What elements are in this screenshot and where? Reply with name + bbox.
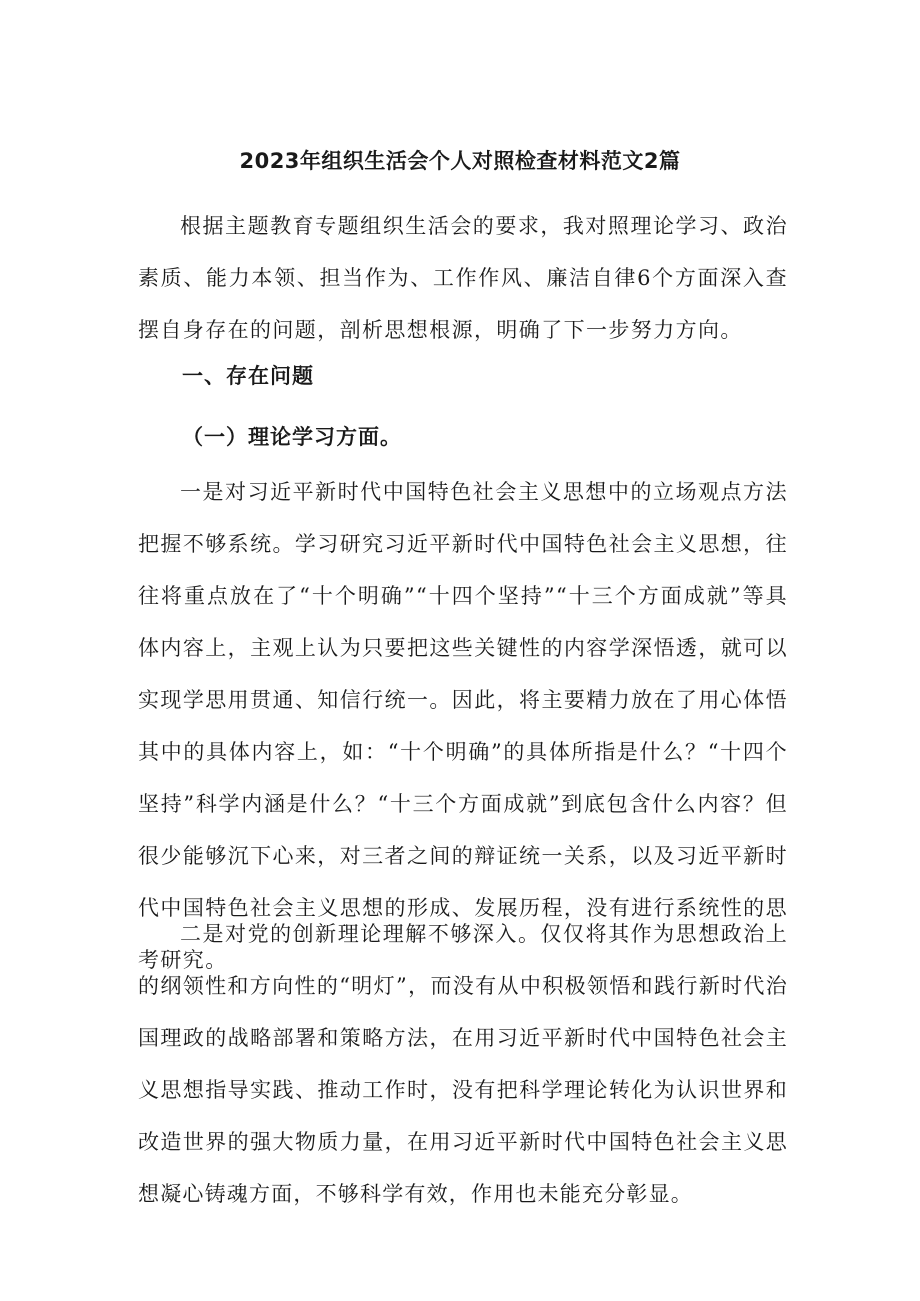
body-paragraph-1: 一是对习近平新时代中国特色社会主义思想中的立场观点方法把握不够系统。学习研究习近平新时代中国特色社会主义思想，往往将重点放在了“十个明确”“十四个坚持”“十三个方面成就”等具体内容上，主观上认为只要把这些关键性的内容学深悟透，就可以实现学思用贯通、知信行统一。因此，将主要精力放在了用心体悟其中的具体内容上，如：“十个明确”的具体所指是什么？“十四个坚持”科学内涵是什么？“十三个方面成就”到底包含什么内容？但很少能够沉下心来，对三者之间的辩证统一关系，以及习近平新时代中国特色社会主义思想的形成、发展历程，没有进行系统性的思考研究。 xyxy=(138,480,788,972)
intro-paragraph: 根据主题教育专题组织生活会的要求，我对照理论学习、政治素质、能力本领、担当作为、工作作风、廉洁自律6个方面深入查摆自身存在的问题，剖析思想根源，明确了下一步努力方向。 xyxy=(138,214,788,342)
body-paragraph-2: 二是对党的创新理论理解不够深入。仅仅将其作为思想政治上的纲领性和方向性的“明灯”，而没有从中积极领悟和践行新时代治国理政的战略部署和策略方法，在用习近平新时代中国特色社会主义思想指导实践、推动工作时，没有把科学理论转化为认识世界和改造世界的强大物质力量，在用习近平新时代中国特色社会主义思想凝心铸魂方面，不够科学有效，作用也未能充分彰显。 xyxy=(138,922,788,1206)
section-heading: 一、存在问题 xyxy=(182,364,314,388)
document-title: 2023年组织生活会个人对照检查材料范文2篇 xyxy=(239,149,681,173)
subsection-heading: （一）理论学习方面。 xyxy=(182,425,402,449)
